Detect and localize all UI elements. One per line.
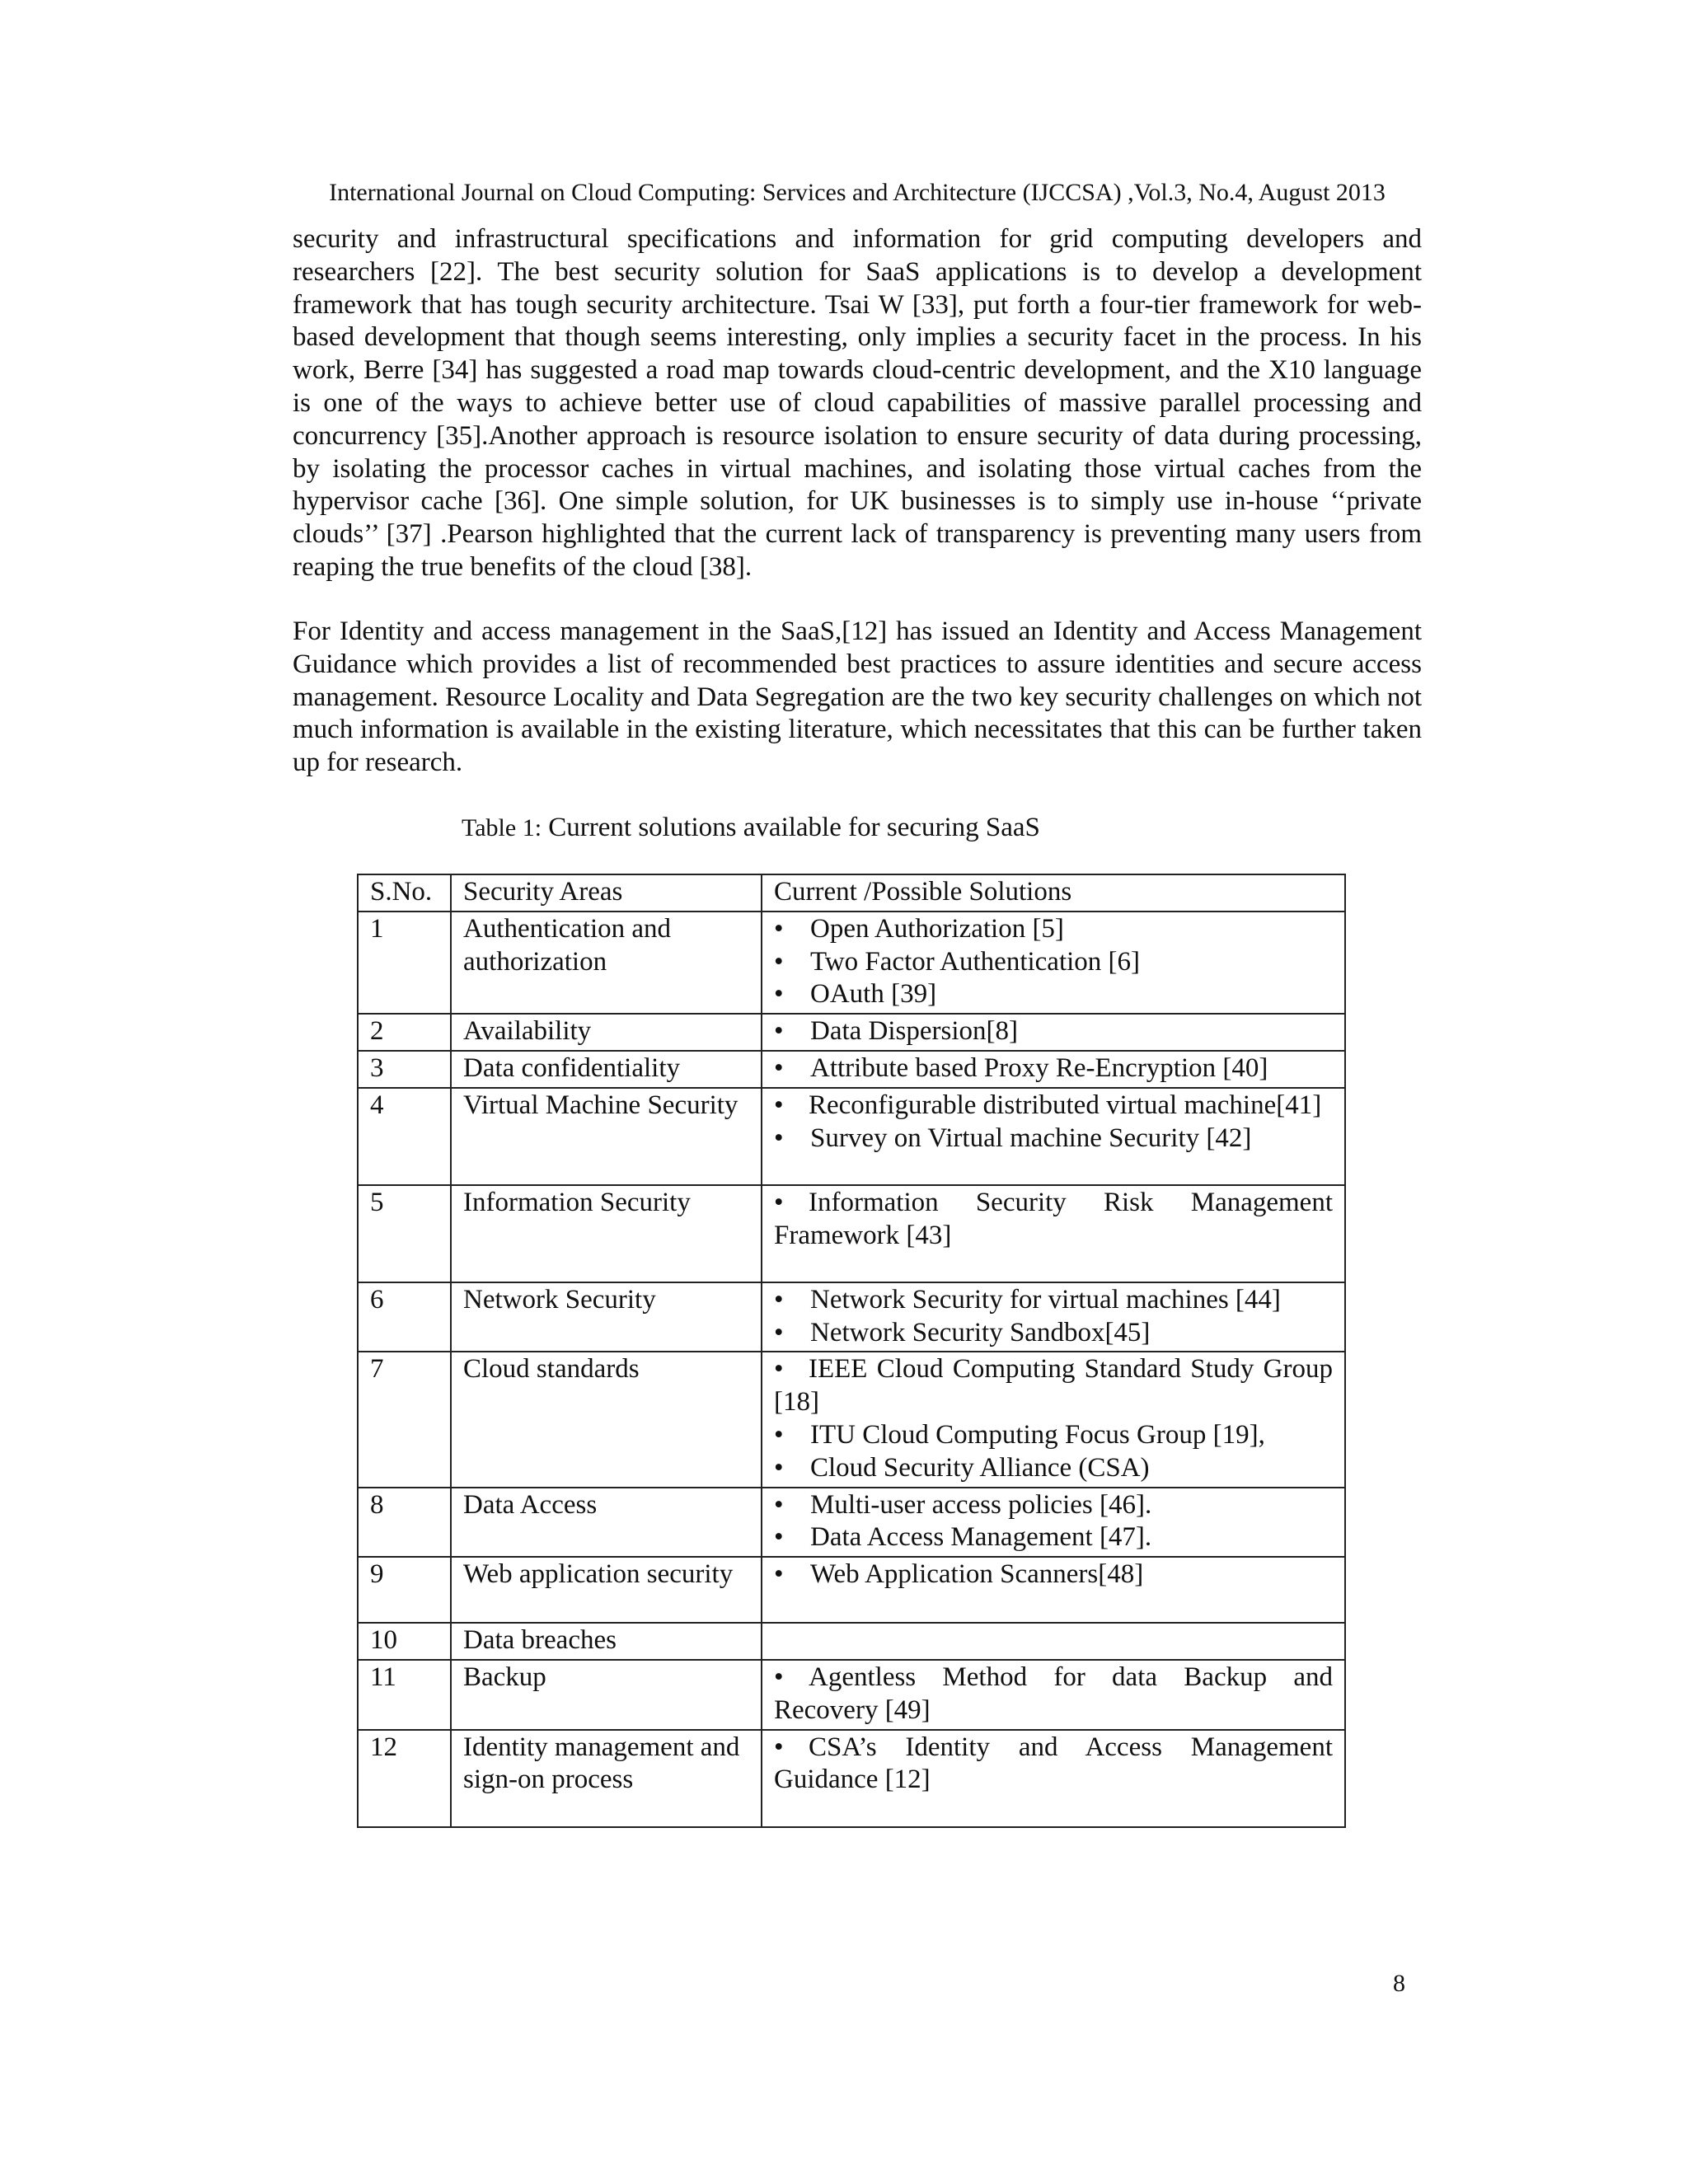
solution-text: Survey on Virtual machine Security [42]: [810, 1122, 1252, 1153]
table-caption-label: Table 1:: [462, 814, 542, 841]
bullet-icon: •: [774, 1317, 784, 1347]
solution-text: Two Factor Authentication [6]: [810, 946, 1141, 977]
bullet-icon: •: [774, 1732, 784, 1762]
solutions-table: [357, 874, 1346, 1828]
bullet-icon: •: [774, 1559, 784, 1590]
cell-sno: 3: [358, 1051, 451, 1088]
solution-text: OAuth [39]: [810, 979, 937, 1010]
solution-text: Reconfigurable distributed virtual machine[41]: [809, 1090, 1322, 1120]
page-number: 8: [1393, 1970, 1405, 1997]
solution-item: [774, 1521, 1333, 1554]
solution-item: [774, 1558, 1333, 1591]
header-security-areas: Security Areas: [451, 874, 762, 912]
table-row: [358, 1623, 1345, 1660]
bullet-icon: •: [774, 913, 784, 944]
cell-solutions: [762, 912, 1345, 1014]
cell-security-area: Network Security: [451, 1282, 762, 1352]
solution-text: Data Access Management [47].: [810, 1522, 1152, 1553]
cell-solutions: [762, 1185, 1345, 1282]
solution-text: Network Security Sandbox[45]: [810, 1317, 1151, 1347]
table-row: [358, 912, 1345, 1014]
solution-item: [774, 946, 1333, 979]
bullet-icon: •: [774, 1661, 784, 1692]
solution-item: [774, 1187, 1333, 1253]
cell-sno: 10: [358, 1623, 451, 1660]
cell-sno: 7: [358, 1352, 451, 1487]
cell-sno: 6: [358, 1282, 451, 1352]
cell-sno: 9: [358, 1557, 451, 1623]
solution-text: Agentless Method for data Backup and Recovery [49]: [774, 1661, 1333, 1725]
solution-text: Information Security Risk Management Framework [43]: [774, 1187, 1333, 1250]
cell-solutions: [762, 1051, 1345, 1088]
cell-security-area: Cloud standards: [451, 1352, 762, 1487]
solution-text: CSA’s Identity and Access Management Guidance [12]: [774, 1732, 1333, 1795]
cell-sno: 1: [358, 912, 451, 1014]
table-caption: [462, 811, 1040, 845]
cell-security-area: Information Security: [451, 1185, 762, 1282]
solution-text: Attribute based Proxy Re-Encryption [40]: [810, 1052, 1268, 1083]
header-solutions: Current /Possible Solutions: [762, 874, 1345, 912]
solution-item: [774, 1732, 1333, 1797]
solution-text: ITU Cloud Computing Focus Group [19],: [810, 1419, 1265, 1450]
cell-solutions: [762, 1088, 1345, 1185]
bullet-icon: •: [774, 1489, 784, 1520]
solution-item: [774, 1015, 1333, 1048]
bullet-icon: •: [774, 1122, 784, 1153]
cell-sno: 8: [358, 1488, 451, 1558]
solution-text: Multi-user access policies [46].: [810, 1489, 1152, 1520]
solution-item: [774, 1419, 1333, 1452]
table-header-row: [358, 874, 1345, 912]
bullet-icon: •: [774, 1452, 784, 1483]
solution-item: [774, 1317, 1333, 1350]
cell-security-area: Virtual Machine Security: [451, 1088, 762, 1185]
table-row: [358, 1185, 1345, 1282]
cell-sno: 5: [358, 1185, 451, 1282]
cell-solutions: [762, 1282, 1345, 1352]
solution-item: [774, 1661, 1333, 1727]
journal-header: International Journal on Cloud Computing: Services and Architecture (IJCCSA) ,Vol.3, No.4, August 2013: [329, 179, 1386, 206]
cell-solutions: [762, 1488, 1345, 1558]
solution-item: [774, 1452, 1333, 1485]
table-row: [358, 1352, 1345, 1487]
cell-solutions: [762, 1660, 1345, 1730]
cell-solutions: [762, 1014, 1345, 1051]
cell-security-area: Authentication and authorization: [451, 912, 762, 1014]
header-sno: S.No.: [358, 874, 451, 912]
table-row: [358, 1088, 1345, 1185]
table-row: [358, 1557, 1345, 1623]
table-row: [358, 1051, 1345, 1088]
solution-text: Data Dispersion[8]: [810, 1016, 1019, 1047]
bullet-icon: •: [774, 1522, 784, 1553]
cell-solutions: [762, 1557, 1345, 1623]
bullet-icon: •: [774, 1052, 784, 1083]
cell-security-area: Data confidentiality: [451, 1051, 762, 1088]
bullet-icon: •: [774, 1284, 784, 1315]
solution-item: [774, 1090, 1333, 1122]
solution-text: Cloud Security Alliance (CSA): [810, 1452, 1150, 1483]
cell-solutions: [762, 1623, 1345, 1660]
solution-item: [774, 978, 1333, 1011]
cell-sno: 12: [358, 1730, 451, 1827]
bullet-icon: •: [774, 1187, 784, 1217]
bullet-icon: •: [774, 1016, 784, 1047]
solution-text: Network Security for virtual machines [44]: [810, 1284, 1281, 1315]
solution-item: [774, 1284, 1333, 1317]
cell-solutions: [762, 1352, 1345, 1487]
table-row: [358, 1660, 1345, 1730]
table-row: [358, 1488, 1345, 1558]
solution-text: Open Authorization [5]: [810, 913, 1064, 944]
bullet-icon: •: [774, 946, 784, 977]
bullet-icon: •: [774, 1419, 784, 1450]
cell-sno: 11: [358, 1660, 451, 1730]
solution-text: IEEE Cloud Computing Standard Study Group [18]: [774, 1354, 1333, 1418]
table-row: [358, 1014, 1345, 1051]
bullet-icon: •: [774, 979, 784, 1010]
cell-security-area: Data Access: [451, 1488, 762, 1558]
solution-item: [774, 913, 1333, 946]
body-paragraph: security and infrastructural specifications and information for grid computing developers and researchers [22]. The best security solution for SaaS applications is to develop a development framework that has tough security architecture. Tsai W [33], put forth a four-tier framework for web-based development that though seems interesting, only implies a security facet in the process. In his work, Berre [34] has suggested a road map towards cloud-centric development, and the X10 language is one of the ways to achieve better use of cloud capabilities of massive parallel processing and concurrency [35].Another approach is resource isolation to ensure security of data during processing, by isolating the processor caches in virtual machines, and isolating those virtual caches from the hypervisor cache [36]. One simple solution, for UK businesses is to simply use in-house ‘‘private clouds’’ [37] .Pearson highlighted that the current lack of transparency is preventing many users from reaping the true benefits of the cloud [38].: [293, 224, 1422, 582]
cell-sno: 4: [358, 1088, 451, 1185]
bullet-icon: •: [774, 1354, 784, 1385]
bullet-icon: •: [774, 1090, 784, 1120]
cell-security-area: Backup: [451, 1660, 762, 1730]
cell-solutions: [762, 1730, 1345, 1827]
solution-item: [774, 1052, 1333, 1085]
cell-security-area: Availability: [451, 1014, 762, 1051]
cell-security-area: Web application security: [451, 1557, 762, 1623]
solution-item: [774, 1353, 1333, 1419]
table-row: [358, 1730, 1345, 1827]
solution-text: Web Application Scanners[48]: [810, 1559, 1144, 1590]
solution-item: [774, 1489, 1333, 1522]
cell-security-area: Data breaches: [451, 1623, 762, 1660]
cell-sno: 2: [358, 1014, 451, 1051]
solution-item: [774, 1122, 1333, 1155]
body-paragraph: For Identity and access management in the SaaS,[12] has issued an Identity and Access Management Guidance which provides a list of recommended best practices to assure identities and secure access management. Resource Locality and Data Segregation are the two key security challenges on which not much information is available in the existing literature, which necessitates that this can be further taken up for research.: [293, 616, 1422, 778]
table-row: [358, 1282, 1345, 1352]
table-caption-text: Current solutions available for securing SaaS: [548, 813, 1040, 842]
cell-security-area: Identity management and sign-on process: [451, 1730, 762, 1827]
